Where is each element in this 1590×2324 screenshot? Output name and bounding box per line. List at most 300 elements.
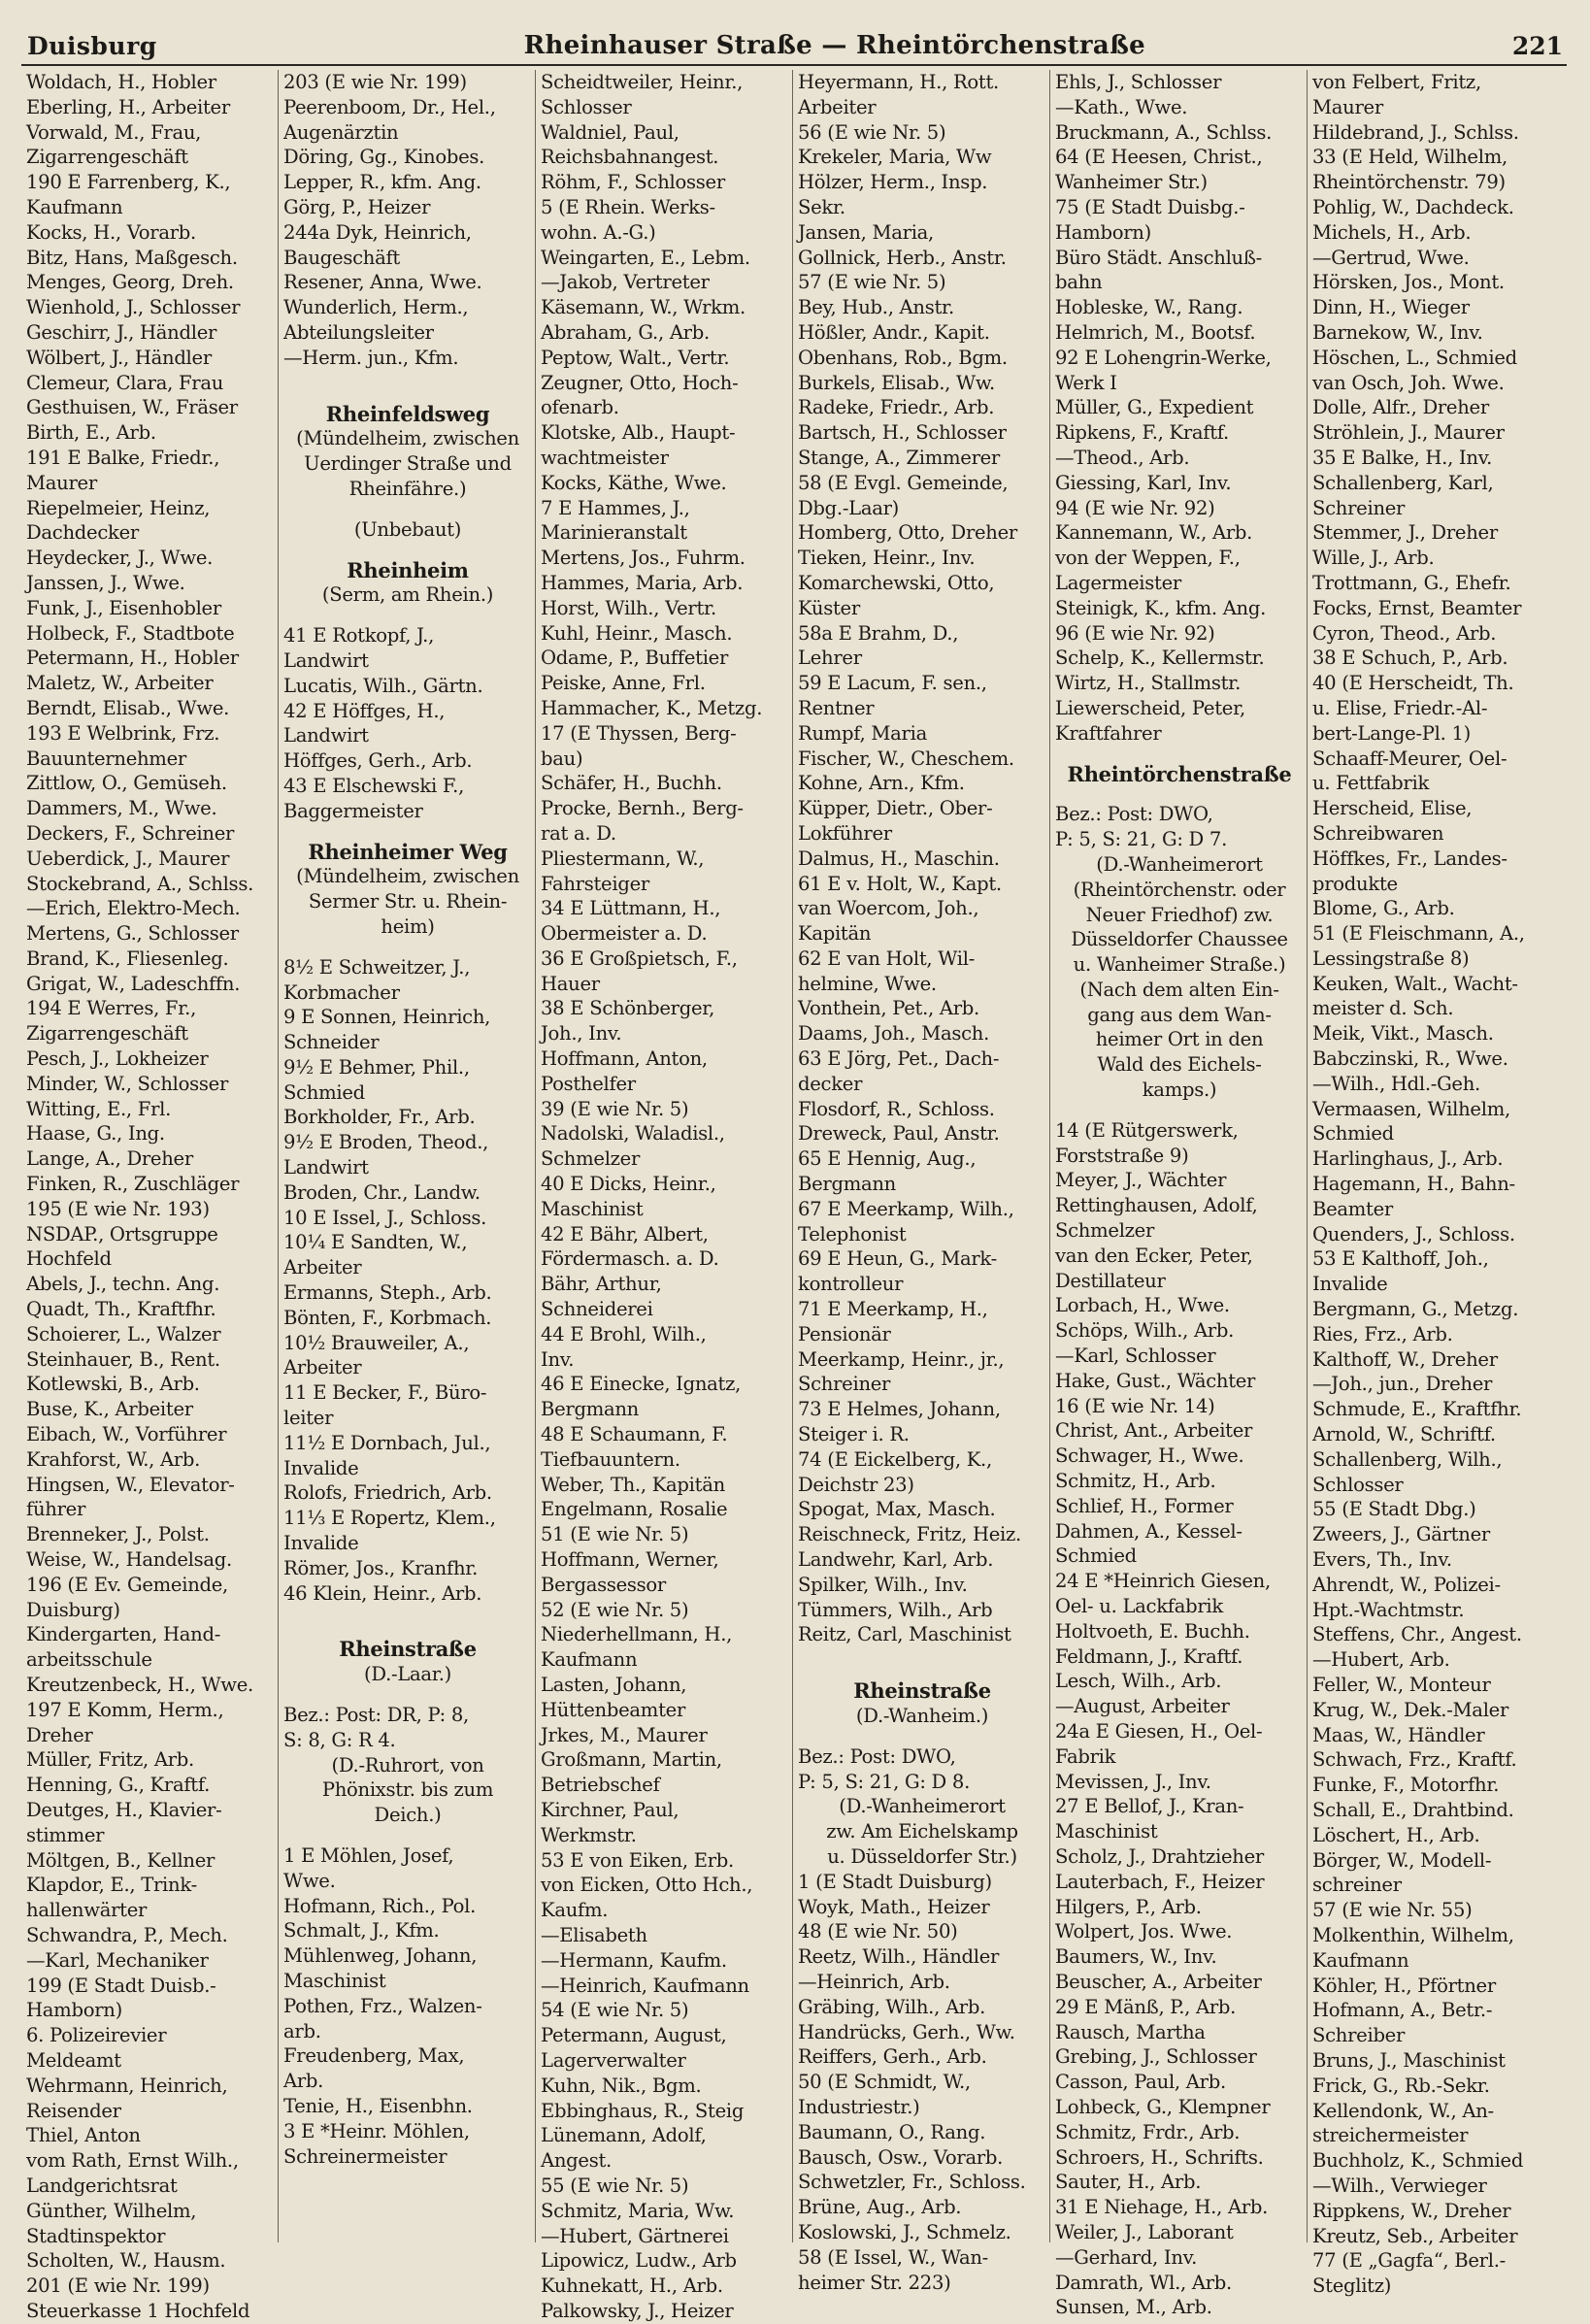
spacer: [283, 1621, 532, 1637]
directory-entry-line: (D.-Wanheimerort: [839, 1795, 1006, 1818]
directory-entry-line: Kohne, Arn., Kfm.: [798, 772, 965, 795]
directory-entry-line: Schmitz, Maria, Ww.: [541, 2199, 735, 2222]
directory-entry-line: Abteilungsleiter: [283, 320, 434, 344]
directory-entry-line: Hamborn): [1055, 220, 1151, 244]
directory-entry-line: Weiler, J., Laborant: [1055, 2220, 1234, 2243]
directory-entry-line: Helmrich, M., Bootsf.: [1055, 320, 1256, 344]
directory-entry-line: 62 E van Holt, Wil-: [798, 946, 976, 970]
directory-entry-line: 65 E Hennig, Aug.,: [798, 1147, 977, 1171]
directory-entry-line: Kindergarten, Hand-: [26, 1623, 221, 1646]
spacer: [283, 1606, 532, 1621]
directory-entry-line: Kannemann, W., Arb.: [1055, 521, 1253, 545]
directory-entry-line: 64 (E Heesen, Christ.,: [1055, 146, 1263, 169]
directory-entry-line: 46 Klein, Heinr., Arb.: [283, 1581, 482, 1605]
column-2: [279, 70, 536, 2242]
directory-entry-line: Schwach, Frz., Kraftf.: [1312, 1748, 1517, 1772]
directory-entry-line: 24a E Giesen, H., Oel-: [1055, 1720, 1263, 1743]
directory-entry-line: (D.-Laar.): [364, 1663, 451, 1686]
directory-entry-line: Invalide: [283, 1532, 359, 1555]
directory-entry-line: 67 E Meerkamp, Wilh.,: [798, 1197, 1014, 1220]
directory-entry-line: Döring, Gg., Kinobes.: [283, 146, 485, 169]
directory-entry-line: Tenie, H., Eisenbhn.: [283, 2094, 473, 2117]
directory-entry-line: wachtmeister: [541, 446, 669, 469]
directory-entry-line: Landwehr, Karl, Arb.: [798, 1548, 994, 1572]
directory-entry-line: Quadt, Th., Kraftfhr.: [26, 1298, 216, 1321]
directory-entry-line: Fahrsteiger: [541, 872, 649, 895]
directory-entry-line: Lohbeck, G., Klempner: [1055, 2095, 1271, 2118]
directory-entry-line: Kaufm.: [541, 1899, 609, 1922]
directory-entry-line: Jansen, Maria,: [798, 220, 934, 244]
directory-entry-line: Lucatis, Wilh., Gärtn.: [283, 674, 483, 697]
directory-entry-line: 11⅓ E Ropertz, Klem.,: [283, 1507, 496, 1530]
directory-entry-line: Witting, E., Frl.: [26, 1097, 172, 1120]
directory-entry-line: 48 E Schaumann, F.: [541, 1423, 728, 1446]
directory-entry-line: Schreibwaren: [1312, 821, 1444, 845]
directory-entry-line: Lipowicz, Ludw., Arb: [541, 2249, 737, 2273]
directory-entry-line: Landwirt: [283, 724, 369, 747]
directory-entry-line: Hofmann, Rich., Pol.: [283, 1894, 477, 1917]
directory-entry-line: Deutges, H., Klavier-: [26, 1798, 222, 1821]
directory-entry-line: 201 (E wie Nr. 199): [26, 2274, 210, 2298]
directory-entry-line: 56 (E wie Nr. 5): [798, 120, 946, 144]
directory-entry-line: Kaufmann: [541, 1648, 638, 1672]
directory-entry-line: decker: [798, 1072, 863, 1095]
directory-entry-line: Geschirr, J., Händler: [26, 320, 217, 344]
directory-entry-line: Bez.: Post: DWO,: [1055, 803, 1213, 826]
directory-entry-line: Bez.: Post: DWO,: [798, 1744, 956, 1768]
directory-entry-line: Vorwald, M., Frau,: [26, 120, 202, 144]
directory-entry-line: Hagemann, H., Bahn-: [1312, 1173, 1515, 1196]
directory-entry-line: Hoffmann, Anton,: [541, 1047, 708, 1071]
directory-entry-line: Uerdinger Straße und: [304, 452, 512, 476]
directory-entry-line: Ripkens, F., Kraftf.: [1055, 421, 1229, 445]
page-header: [21, 27, 1567, 66]
directory-entry-line: Birth, E., Arb.: [26, 421, 156, 445]
directory-entry-line: Kuhnekatt, H., Arb.: [541, 2274, 723, 2298]
directory-entry-line: Trottmann, G., Ehefr.: [1312, 571, 1511, 594]
directory-entry-line: Schmelzer: [1055, 1219, 1155, 1243]
directory-entry-line: Ehls, J., Schlosser: [1055, 71, 1222, 93]
directory-entry-line: Bergmann: [541, 1398, 640, 1421]
directory-entry-line: Kapitän: [798, 922, 872, 946]
directory-entry-line: Arbeiter: [798, 95, 877, 118]
directory-entry-line: 50 (E Schmidt, W.,: [798, 2071, 971, 2094]
directory-entry-line: 44 E Brohl, Wilh.,: [541, 1322, 707, 1345]
directory-entry-line: Hingsen, W., Elevator-: [26, 1473, 235, 1496]
directory-entry-line: Kreutz, Seb., Arbeiter: [1312, 2224, 1518, 2247]
directory-entry-line: Schroers, H., Schrifts.: [1055, 2145, 1264, 2169]
directory-entry-line: Odame, P., Buffetier: [541, 647, 729, 670]
directory-entry-line: 51 (E Fleischmann, A.,: [1312, 922, 1525, 946]
column-3: [536, 70, 793, 2322]
directory-entry-line: Reiffers, Gerh., Arb.: [798, 2045, 987, 2069]
directory-entry-line: (Rheintörchenstr. oder: [1073, 878, 1286, 901]
directory-entry-line: Resener, Anna, Wwe.: [283, 271, 482, 294]
directory-entry-line: Grigat, W., Ladeschffn.: [26, 972, 241, 995]
directory-entry-line: Hößler, Andr., Kapit.: [798, 320, 990, 344]
directory-entry-line: Scholz, J., Drahtzieher: [1055, 1844, 1264, 1868]
spacer: [1055, 747, 1304, 762]
directory-entry-line: Rausch, Martha: [1055, 2020, 1206, 2043]
directory-entry-line: Dreher: [26, 1723, 93, 1746]
directory-entry-line: Tiefbauuntern.: [541, 1447, 680, 1471]
directory-entry-line: —Kath., Wwe.: [1055, 95, 1188, 118]
spacer: [283, 1828, 532, 1843]
directory-entry-line: Dolle, Alfr., Dreher: [1312, 396, 1489, 419]
directory-entry-line: Hoffmann, Werner,: [541, 1548, 719, 1572]
spacer: [798, 1647, 1046, 1663]
directory-entry-line: Invalide: [283, 1456, 359, 1479]
directory-entry-line: Lagerverwalter: [541, 2048, 686, 2072]
directory-entry-line: Feller, W., Monteur: [1312, 1674, 1491, 1696]
directory-entry-line: Rippkens, W., Dreher: [1312, 2199, 1511, 2222]
directory-entry-line: 40 E Dicks, Heinr.,: [541, 1173, 716, 1196]
directory-entry-line: Hölzer, Herm., Insp.: [798, 171, 988, 194]
directory-entry-line: 46 E Einecke, Ignatz,: [541, 1373, 742, 1396]
directory-entry-line: —Hubert, Arb.: [1312, 1648, 1450, 1672]
directory-entry-line: Frick, G., Rb.-Sekr.: [1312, 2074, 1490, 2097]
directory-entry-line: —Elisabeth: [541, 1923, 647, 1946]
directory-entry-line: u. Düsseldorfer Str.): [827, 1844, 1017, 1868]
directory-entry-line: Bruckmann, A., Schlss.: [1055, 120, 1273, 144]
directory-entry-line: Steglitz): [1312, 2274, 1392, 2298]
directory-entry-line: Vermaasen, Wilhelm,: [1312, 1097, 1510, 1120]
directory-entry-line: Schreiber: [1312, 2024, 1406, 2047]
spacer: [283, 543, 532, 558]
directory-entry-line: Handrücks, Gerh., Ww.: [798, 2020, 1015, 2043]
directory-entry-line: 40 (E Herscheidt, Th.: [1312, 672, 1514, 695]
directory-entry-line: Woyk, Math., Heizer: [798, 1895, 990, 1918]
directory-entry-line: Mühlenweg, Johann,: [283, 1944, 478, 1968]
directory-entry-line: 58a E Brahm, D.,: [798, 621, 959, 645]
directory-entry-line: —Karl, Schlosser: [1055, 1345, 1216, 1368]
directory-entry-line: Berndt, Elisab., Wwe.: [26, 696, 230, 719]
directory-entry-line: Bauunternehmer: [26, 747, 186, 770]
directory-entry-line: Oel- u. Lackfabrik: [1055, 1595, 1223, 1618]
directory-entry-line: Ries, Frz., Arb.: [1312, 1322, 1453, 1345]
directory-entry-line: Arnold, W., Schriftf.: [1312, 1423, 1496, 1446]
directory-entry-line: Wolpert, Jos. Wwe.: [1055, 1920, 1233, 1943]
directory-entry-line: Obenhans, Rob., Bgm.: [798, 346, 1008, 369]
directory-entry-line: 197 E Komm, Herm.,: [26, 1698, 224, 1721]
directory-entry-line: (Nach dem alten Ein-: [1079, 978, 1279, 1001]
directory-entry-line: Schmied: [1055, 1544, 1137, 1568]
directory-entry-line: Molkenthin, Wilhelm,: [1312, 1923, 1514, 1946]
directory-entry-line: 53 E Kalthoff, Joh.,: [1312, 1247, 1489, 1271]
directory-entry-line: Wehrmann, Heinrich,: [26, 2074, 228, 2097]
directory-entry-line: Pliestermann, W.,: [541, 847, 705, 870]
directory-entry-line: Kocks, H., Vorarb.: [26, 220, 196, 244]
directory-entry-line: Angest.: [541, 2149, 612, 2173]
directory-entry-line: (D.-Wanheim.): [855, 1705, 989, 1727]
directory-entry-line: Inv.: [541, 1347, 575, 1371]
directory-entry-line: Augenärztin: [283, 120, 399, 144]
directory-entry-line: hallenwärter: [26, 1899, 148, 1922]
directory-entry-line: Schallenberg, Wilh.,: [1312, 1447, 1503, 1471]
directory-entry-line: (D.-Wanheimerort: [1096, 852, 1263, 876]
directory-entry-line: Kalthoff, W., Dreher: [1312, 1347, 1498, 1371]
directory-entry-line: Ahrendt, W., Polizei-: [1312, 1573, 1501, 1596]
directory-entry-line: 190 E Farrenberg, K.,: [26, 171, 231, 194]
header-city: Duisburg: [27, 32, 157, 60]
directory-entry-line: 48 (E wie Nr. 50): [798, 1920, 958, 1943]
directory-entry-line: 17 (E Thyssen, Berg-: [541, 721, 737, 745]
directory-entry-line: Steuerkasse 1 Hochfeld: [26, 2299, 250, 2322]
directory-entry-line: Kaufmann: [26, 195, 123, 218]
directory-entry-line: Harlinghaus, J., Arb.: [1312, 1147, 1504, 1171]
directory-entry-line: Sekr.: [798, 195, 845, 218]
directory-entry-line: Petermann, H., Hobler: [26, 647, 239, 670]
directory-entry-line: Mertens, Jos., Fuhrm.: [541, 547, 745, 570]
directory-entry-line: Fabrik: [1055, 1744, 1116, 1768]
directory-entry-line: Eibach, W., Vorführer: [26, 1423, 227, 1446]
directory-entry-line: Rettinghausen, Adolf,: [1055, 1194, 1258, 1217]
directory-entry-line: Kaufmann: [1312, 1948, 1409, 1972]
directory-entry-line: Abraham, G., Arb.: [541, 320, 710, 344]
directory-entry-line: 57 (E wie Nr. 5): [798, 271, 946, 294]
directory-entry-line: Industriestr.): [798, 2095, 920, 2118]
directory-entry-line: Kuhn, Nik., Bgm.: [541, 2074, 702, 2097]
directory-entry-line: Schmelzer: [541, 1147, 641, 1171]
directory-entry-line: Hake, Gust., Wächter: [1055, 1369, 1256, 1392]
directory-entry-line: Löschert, H., Arb.: [1312, 1823, 1480, 1846]
directory-entry-line: —August, Arbeiter: [1055, 1695, 1230, 1718]
directory-entry-line: Lünemann, Adolf,: [541, 2124, 707, 2147]
directory-entry-line: bau): [541, 747, 583, 770]
directory-entry-line: Komarchewski, Otto,: [798, 571, 995, 594]
directory-entry-line: Lagermeister: [1055, 571, 1181, 594]
directory-entry-line: Stange, A., Zimmerer: [798, 446, 1000, 469]
directory-entry-line: Dreweck, Paul, Anstr.: [798, 1122, 1000, 1145]
directory-entry-line: Hammes, Maria, Arb.: [541, 571, 744, 594]
directory-entry-line: Ströhlein, J., Maurer: [1312, 421, 1505, 445]
directory-entry-line: 5 (E Rhein. Werks-: [541, 195, 715, 218]
directory-entry-line: 194 E Werres, Fr.,: [26, 997, 196, 1020]
directory-entry-line: Kreutzenbeck, H., Wwe.: [26, 1674, 253, 1696]
directory-entry-line: 42 E Höffges, H.,: [283, 699, 446, 722]
directory-entry-line: 1 (E Stadt Duisburg): [798, 1870, 992, 1893]
directory-entry-line: Broden, Chr., Landw.: [283, 1180, 480, 1204]
directory-entry-line: Schöps, Wilh., Arb.: [1055, 1319, 1235, 1343]
directory-entry-line: kamps.): [1142, 1079, 1217, 1102]
directory-entry-line: Daams, Joh., Masch.: [798, 1022, 990, 1046]
directory-entry-line: —Hubert, Gärtnerei: [541, 2224, 729, 2247]
directory-entry-line: Hüttenbeamter: [541, 1698, 686, 1721]
directory-entry-line: Schreiner: [798, 1373, 891, 1396]
directory-entry-line: Arbeiter: [283, 1256, 362, 1279]
directory-entry-line: Bez.: Post: DR, P: 8,: [283, 1704, 469, 1727]
directory-entry-line: bahn: [1055, 271, 1103, 294]
directory-entry-line: Höschen, L., Schmied: [1312, 346, 1517, 369]
directory-entry-line: Evers, Th., Inv.: [1312, 1548, 1452, 1572]
directory-entry-line: Wunderlich, Herm.,: [283, 296, 469, 319]
directory-entry-line: (Mündelheim, zwischen: [296, 865, 519, 888]
directory-entry-line: Zeugner, Otto, Hoch-: [541, 371, 739, 394]
directory-entry-line: Destillateur: [1055, 1269, 1166, 1292]
directory-entry-line: 35 E Balke, H., Inv.: [1312, 446, 1493, 469]
directory-entry-line: schreiner: [1312, 1874, 1402, 1897]
directory-entry-line: Wirtz, H., Stallmstr.: [1055, 672, 1242, 695]
directory-entry-line: Flosdorf, R., Schloss.: [798, 1097, 995, 1120]
directory-entry-line: Rheinfähre.): [348, 477, 467, 500]
directory-entry-line: Steiger i. R.: [798, 1423, 910, 1446]
directory-entry-line: kontrolleur: [798, 1273, 904, 1296]
directory-entry-line: Käsemann, W., Wrkm.: [541, 296, 745, 319]
directory-entry-line: Eberling, H., Arbeiter: [26, 95, 230, 118]
directory-entry-line: Klotske, Alb., Haupt-: [541, 421, 736, 445]
directory-entry-line: Schall, E., Drahtbind.: [1312, 1798, 1514, 1821]
directory-entry-line: 73 E Helmes, Johann,: [798, 1398, 1001, 1421]
directory-entry-line: zw. Am Eichelskamp: [826, 1820, 1018, 1843]
directory-entry-line: Hildebrand, J., Schlss.: [1312, 120, 1519, 144]
directory-entry-line: Haase, G., Ing.: [26, 1122, 165, 1145]
directory-entry-line: Schmalt, J., Kfm.: [283, 1919, 440, 1942]
directory-entry-line: Maurer: [26, 471, 97, 494]
directory-entry-line: Phönixstr. bis zum: [321, 1778, 494, 1802]
column-6: [1308, 70, 1565, 2298]
directory-entry-line: Schreiner: [1312, 496, 1406, 519]
directory-entry-line: Feldmann, J., Kraftf.: [1055, 1644, 1243, 1668]
directory-entry-line: Bruns, J., Maschinist: [1312, 2048, 1506, 2072]
directory-entry-line: Meldeamt: [26, 2048, 121, 2072]
directory-entry-line: Lasten, Johann,: [541, 1674, 687, 1696]
directory-entry-line: NSDAP., Ortsgruppe: [26, 1222, 218, 1245]
directory-entry-line: Babczinski, R., Wwe.: [1312, 1047, 1508, 1071]
directory-entry-line: Maschinist: [541, 1197, 644, 1220]
directory-entry-line: Bitz, Hans, Maßgesch.: [26, 246, 238, 269]
directory-entry-line: Wölbert, J., Händler: [26, 346, 212, 369]
directory-entry-line: Baumers, W., Inv.: [1055, 1945, 1217, 1969]
directory-entry-line: Sauter, H., Arb.: [1055, 2171, 1202, 2194]
directory-entry-line: Funke, F., Motorfhr.: [1312, 1774, 1500, 1797]
directory-entry-line: Küpper, Dietr., Ober-: [798, 797, 993, 820]
directory-entry-line: Stockebrand, A., Schlss.: [26, 872, 254, 895]
directory-entry-line: Buchholz, K., Schmied: [1312, 2149, 1524, 2173]
header-street-range: Rheinhauser Straße — Rheintörchenstraße: [523, 31, 1145, 60]
directory-entry-line: Arb.: [283, 2070, 324, 2093]
directory-entry-line: 57 (E wie Nr. 55): [1312, 1899, 1473, 1922]
directory-entry-line: Schwetzler, Fr., Schloss.: [798, 2171, 1026, 2194]
directory-entry-line: 11 E Becker, F., Büro-: [283, 1381, 487, 1405]
directory-entry-line: 77 (E „Gagfa“, Berl.-: [1312, 2249, 1506, 2273]
directory-entry-line: Dinn, H., Wieger: [1312, 296, 1470, 319]
directory-entry-line: Deich.): [374, 1804, 442, 1827]
directory-entry-line: (Serm, am Rhein.): [321, 583, 494, 607]
directory-entry-line: 3 E *Heinr. Möhlen,: [283, 2119, 470, 2142]
directory-entry-line: von der Weppen, F.,: [1055, 547, 1241, 570]
directory-entry-line: 6. Polizeirevier: [26, 2024, 167, 2047]
directory-entry-line: Scheidtweiler, Heinr.,: [541, 71, 744, 93]
directory-entry-line: Kuhl, Heinr., Masch.: [541, 621, 733, 645]
directory-entry-line: Heydecker, J., Wwe.: [26, 547, 214, 570]
directory-entry-line: 10½ Brauweiler, A.,: [283, 1331, 470, 1354]
directory-entry-line: Dammers, M., Wwe.: [26, 797, 217, 820]
directory-entry-line: Joh., Inv.: [541, 1022, 622, 1046]
directory-entry-line: Deichstr 23): [798, 1473, 914, 1496]
directory-entry-line: Werkmstr.: [541, 1823, 637, 1846]
directory-entry-line: Reetz, Wilh., Händler: [798, 1945, 1000, 1969]
directory-entry-line: 8½ E Schweitzer, J.,: [283, 955, 471, 979]
directory-entry-line: Vonthein, Pet., Arb.: [798, 997, 979, 1020]
directory-entry-line: Janssen, J., Wwe.: [26, 571, 185, 594]
directory-entry-line: Mertens, G., Schlosser: [26, 922, 239, 946]
directory-entry-line: Bausch, Osw., Vorarb.: [798, 2145, 1004, 2169]
directory-entry-line: 63 E Jörg, Pet., Dach-: [798, 1047, 1000, 1071]
directory-entry-line: Lehrer: [798, 647, 862, 670]
directory-entry-line: Wienhold, J., Schlosser: [26, 296, 241, 319]
directory-entry-line: Minder, W., Schlosser: [26, 1072, 229, 1095]
directory-entry-line: Krekeler, Maria, Ww: [798, 146, 992, 169]
spacer: [283, 824, 532, 840]
directory-entry-line: Quenders, J., Schloss.: [1312, 1222, 1515, 1245]
directory-entry-line: Lorbach, H., Wwe.: [1055, 1294, 1230, 1317]
directory-entry-line: Schlosser: [1312, 1473, 1404, 1496]
directory-entry-line: 42 E Bähr, Albert,: [541, 1222, 709, 1245]
directory-entry-line: Landwirt: [283, 1156, 369, 1179]
directory-entry-line: 191 E Balke, Friedr.,: [26, 446, 220, 469]
street-heading: Rheinheimer Weg: [308, 839, 508, 864]
directory-entry-line: Deckers, F., Schreiner: [26, 821, 235, 845]
directory-entry-line: —Jakob, Vertreter: [541, 271, 710, 294]
directory-entry-line: 244a Dyk, Heinrich,: [283, 220, 472, 244]
directory-entry-line: Blome, G., Arb.: [1312, 897, 1455, 920]
directory-entry-line: Sermer Str. u. Rhein-: [308, 890, 508, 913]
directory-entry-line: Brüne, Aug., Arb.: [798, 2196, 962, 2219]
directory-entry-line: von Felbert, Fritz,: [1312, 71, 1481, 93]
directory-entry-line: 195 (E wie Nr. 193): [26, 1197, 210, 1220]
directory-entry-line: Schaaff-Meurer, Oel-: [1312, 747, 1507, 770]
directory-entry-line: Arbeiter: [283, 1356, 362, 1379]
directory-entry-line: Burkels, Elisab., Ww.: [798, 371, 995, 394]
directory-entry-line: Ermanns, Steph., Arb.: [283, 1281, 492, 1305]
directory-entry-line: Steinhauer, B., Rent.: [26, 1347, 220, 1371]
directory-entry-line: führer: [26, 1498, 86, 1521]
directory-entry-line: ofenarb.: [541, 396, 619, 419]
directory-entry-line: Barnekow, W., Inv.: [1312, 320, 1483, 344]
directory-entry-line: Kirchner, Paul,: [541, 1798, 679, 1821]
directory-entry-line: Zittlow, O., Gemüseh.: [26, 772, 227, 795]
spacer: [1055, 1103, 1304, 1118]
directory-entry-line: Forststraße 9): [1055, 1144, 1189, 1167]
directory-entry-line: —Theod., Arb.: [1055, 446, 1190, 469]
directory-entry-line: Reischneck, Fritz, Heiz.: [798, 1523, 1021, 1546]
directory-entry-line: 196 (E Ev. Gemeinde,: [26, 1573, 228, 1596]
directory-entry-line: Bergmann: [798, 1173, 897, 1196]
directory-entry-line: 1 E Möhlen, Josef,: [283, 1844, 454, 1867]
directory-entry-line: Pesch, J., Lokheizer: [26, 1047, 209, 1071]
directory-entry-line: 54 (E wie Nr. 5): [541, 1999, 689, 2022]
directory-entry-line: Stadtinspektor: [26, 2224, 166, 2247]
directory-entry-line: Kellendonk, W., An-: [1312, 2099, 1494, 2122]
spacer: [798, 1663, 1046, 1678]
directory-entry-line: Dalmus, H., Maschin.: [798, 847, 1000, 870]
column-5: [1050, 70, 1308, 2319]
directory-entry-line: 7 E Hammes, J.,: [541, 496, 690, 519]
directory-entry-line: Ueberdick, J., Maurer: [26, 847, 230, 870]
street-heading: Rheinheim: [347, 557, 469, 582]
directory-entry-line: 71 E Meerkamp, H.,: [798, 1298, 988, 1321]
directory-entry-line: Baugeschäft: [283, 246, 400, 269]
directory-entry-line: P: 5, S: 21, G: D 8.: [798, 1770, 970, 1793]
directory-entry-line: 92 E Lohengrin-Werke,: [1055, 346, 1272, 369]
directory-entry-line: 39 (E wie Nr. 5): [541, 1097, 689, 1120]
directory-entry-line: Buse, K., Arbeiter: [26, 1398, 193, 1421]
directory-entry-line: Reisender: [26, 2099, 121, 2122]
directory-entry-line: 193 E Welbrink, Frz.: [26, 721, 220, 745]
directory-entry-line: 14 (E Rütgerswerk,: [1055, 1118, 1239, 1142]
directory-entry-line: Reichsbahnangest.: [541, 146, 719, 169]
column-1: [21, 70, 279, 2322]
